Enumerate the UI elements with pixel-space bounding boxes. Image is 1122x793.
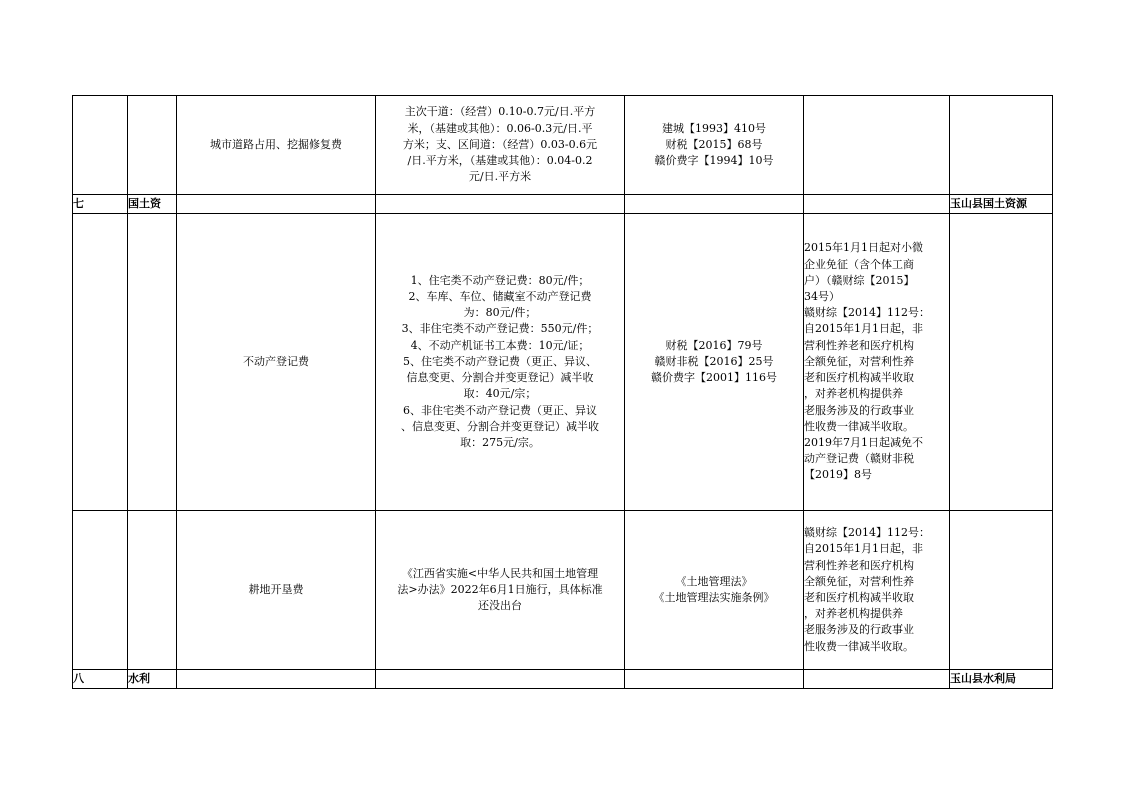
fee-basis: 财税【2016】79号 赣财非税【2016】25号 赣价费字【2001】116号 — [625, 214, 804, 511]
fee-name: 不动产登记费 — [177, 214, 376, 511]
fee-standard: 《江西省实施<中华人民共和国土地管理 法>办法》2022年6月1日施行，具体标准 还没出台 — [376, 511, 625, 670]
index-cell — [73, 511, 128, 670]
index-cell — [73, 96, 128, 195]
fee-standard: 主次干道：（经营）0.10-0.7元/日.平方 米，（基建或其他）：0.06-0.3元/日.平 方米；支、区间道：（经营）0.03-0.6元 /日.平方米，（基建或其他）：0.04-0.2 元/日.平方米 — [376, 96, 625, 195]
fee-note: 赣财综【2014】112号： 自2015年1月1日起，非 营利性养老和医疗机构 全额免征，对营利性养 老和医疗机构减半收取 ，对养老机构提供养 老服务涉及的行政事业 性收费一律减半收取。 — [804, 511, 950, 670]
table-row — [73, 511, 1053, 670]
section-index: 七 — [73, 195, 128, 214]
category-cell — [128, 511, 177, 670]
fee-name: 耕地开垦费 — [177, 511, 376, 670]
fee-name: 城市道路占用、挖掘修复费 — [177, 96, 376, 195]
category-cell — [128, 214, 177, 511]
fee-note: 2015年1月1日起对小微 企业免征（含个体工商 户）（赣财综【2015】 34号） 赣财综【2014】112号： 自2015年1月1日起，非 营利性养老和医疗机构 全额免征，对营利性养 老和医疗机构减半收取 ，对养老机构提供养 老服务涉及的行政事业 性收费一律减半收取。 2019年7月1日起减免不 动产登记费（赣财非税 【2019】8号 — [804, 214, 950, 511]
section-department: 玉山县国土资源 — [950, 195, 1053, 214]
section-department: 玉山县水利局 — [950, 670, 1053, 689]
department-cell — [950, 511, 1053, 670]
section-row — [73, 195, 1053, 214]
section-category: 国土资 — [128, 195, 177, 214]
fee-note — [804, 96, 950, 195]
section-index: 八 — [73, 670, 128, 689]
index-cell — [73, 214, 128, 511]
department-cell — [950, 96, 1053, 195]
fee-basis: 《土地管理法》 《土地管理法实施条例》 — [625, 511, 804, 670]
table-row — [73, 96, 1053, 195]
department-cell — [950, 214, 1053, 511]
fee-table — [72, 95, 1053, 689]
section-row — [73, 670, 1053, 689]
section-category: 水利 — [128, 670, 177, 689]
fee-standard: 1、住宅类不动产登记费：80元/件； 2、车库、车位、储藏室不动产登记费 为：80元/件； 3、非住宅类不动产登记费：550元/件； 4、不动产机证书工本费：10元/证； 5、住宅类不动产登记费（更正、异议、 信息变更、分割合并变更登记）减半收 取：40元/宗； 6、非住宅类不动产登记费（更正、异议 、信息变更、分割合并变更登记）减半收 取：275元/宗。 — [376, 214, 625, 511]
table-row — [73, 214, 1053, 511]
fee-basis: 建城【1993】410号 财税【2015】68号 赣价费字【1994】10号 — [625, 96, 804, 195]
category-cell — [128, 96, 177, 195]
